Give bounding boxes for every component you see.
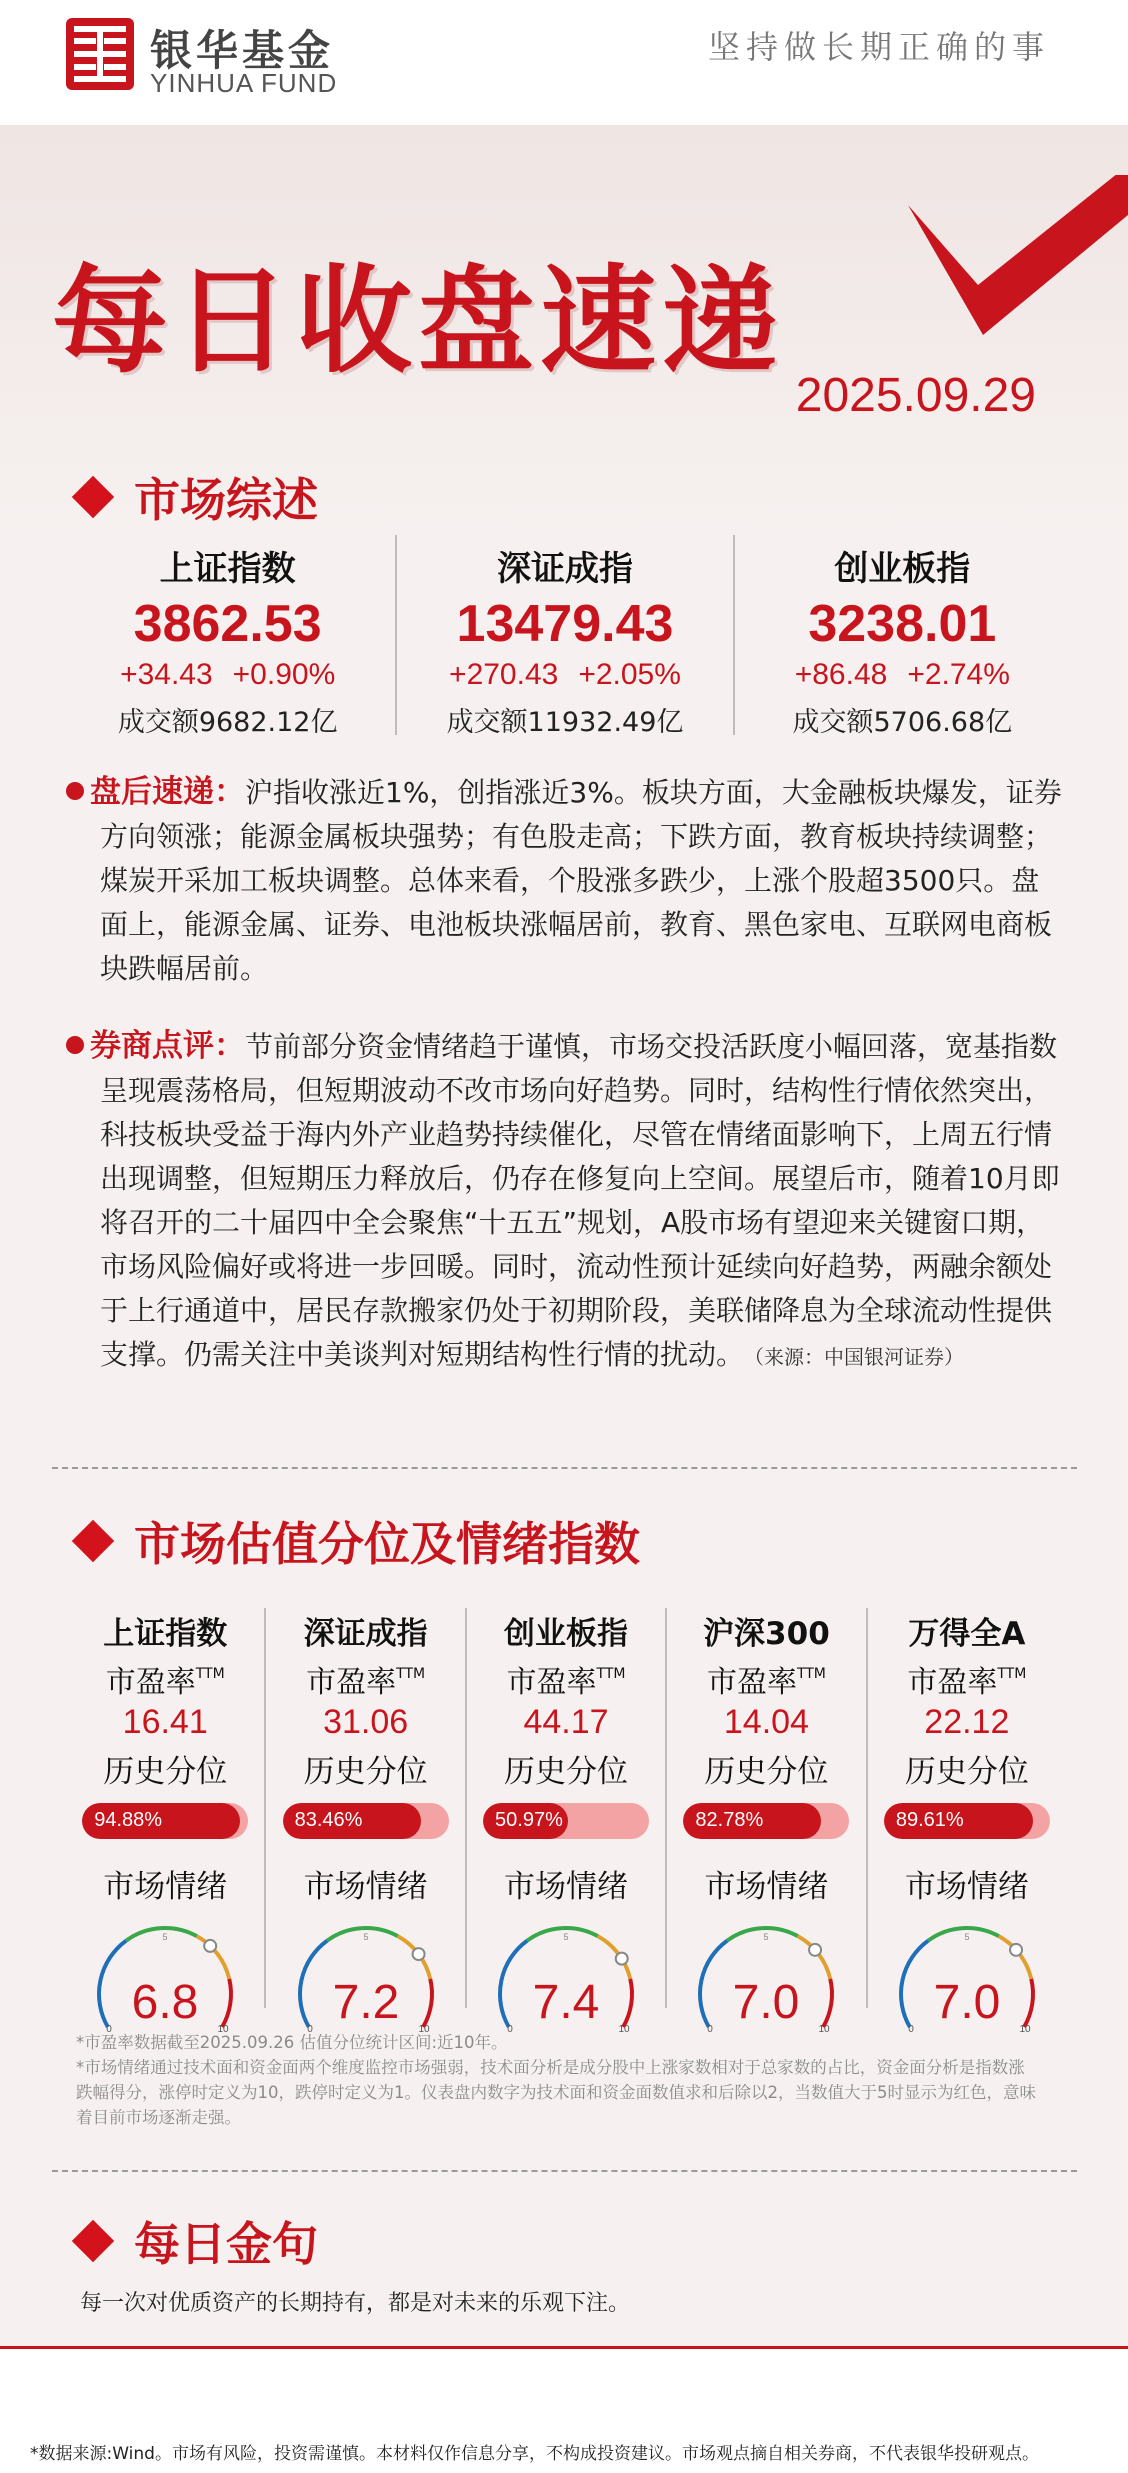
gauge-max-label: 10 (418, 2024, 430, 2035)
daily-quote: 每一次对优质资产的长期持有，都是对未来的乐观下注。 (80, 2291, 631, 2316)
index-change (60, 658, 395, 692)
pe-label-sup: TTM (997, 1666, 1027, 1682)
gauge-mid-label: 5 (964, 1932, 970, 1942)
pe-label-text: 市盈率 (105, 1665, 196, 1700)
index-card (60, 535, 395, 738)
index-value: 13479.43 (456, 595, 674, 653)
pe-label-sup: TTM (396, 1666, 426, 1682)
gauge-arc-segment (500, 1941, 527, 2027)
index-change-pct: +0.90% (232, 658, 336, 691)
gauge-arc-segment (1024, 1979, 1033, 2027)
hist-label: 历史分位 (904, 1754, 1029, 1790)
gauge-mid-label: 5 (563, 1932, 569, 1942)
sentiment-value: 6.8 (131, 1976, 199, 2029)
gauge-arc-segment (423, 1979, 432, 2027)
footer (0, 2349, 1128, 2473)
valuation-column (465, 1608, 665, 2035)
index-change (735, 658, 1070, 692)
diamond-bullet-icon (72, 2220, 114, 2262)
index-name: 上证指数 (159, 549, 296, 589)
divider (52, 1467, 1077, 1469)
gauge-max-label: 10 (618, 2024, 630, 2035)
gauge-pointer (412, 1948, 424, 1960)
index-change-pct: +2.05% (578, 658, 681, 691)
gauge-min-label: 0 (707, 2024, 714, 2035)
gauge-min-label: 0 (106, 2024, 112, 2035)
index-change-points: +86.48 (794, 658, 888, 691)
percentile-value: 82.78% (695, 1809, 764, 1831)
index-value: 3862.53 (133, 595, 322, 653)
sentiment-gauge (686, 1918, 846, 2038)
index-card (395, 535, 732, 738)
index-name: 创业板指 (834, 549, 971, 589)
valuation-index-name: 万得全A (908, 1616, 1026, 1652)
gauge-min-label: 0 (507, 2024, 513, 2035)
index-change-pct: +2.74% (907, 658, 1010, 691)
sentiment-gauge (887, 1918, 1047, 2038)
mood-label: 市场情绪 (303, 1869, 428, 1905)
mood-label: 市场情绪 (704, 1869, 829, 1905)
gauge-pointer (204, 1940, 216, 1952)
recap-text: 沪指收涨近1%，创指涨近3%。板块方面，大金融板块爆发，证券方向领涨；能源金属板块强势；有色股走高；下跌方面，教育板块持续调整；煤炭开采加工板块调整。总体来看，个股涨多跌少，上涨个股超3500只。盘面上，能源金属、证券、电池板块涨幅居前，教育、黑色家电、互联网电商板块跌幅居前。 (100, 776, 1062, 985)
checkmark-icon (888, 175, 1128, 375)
pe-label-text: 市盈率 (706, 1665, 797, 1700)
hist-label: 历史分位 (704, 1754, 829, 1790)
gauge-pointer (616, 1953, 628, 1965)
sentiment-gauge (85, 1918, 245, 2038)
percentile-bar (82, 1803, 248, 1839)
valuation-index-name: 创业板指 (504, 1616, 629, 1652)
pe-label (66, 1657, 264, 1701)
brand-name-cn: 银华基金 (150, 26, 335, 75)
gauge-pointer (809, 1944, 821, 1956)
page-title: 每日收盘速递 (52, 254, 784, 389)
valuation-column (264, 1608, 464, 2035)
percentile-value: 50.97% (495, 1809, 563, 1831)
note-pe: *市盈率数据截至2025.09.26 估值分位统计区间:近10年。 (76, 2033, 508, 2052)
diamond-bullet-icon (72, 1520, 114, 1562)
gauge-arc-segment (798, 1936, 830, 1979)
gauge-arc-segment (623, 1979, 632, 2027)
review-source: （来源：中国银河证券） (754, 1345, 965, 1369)
hist-label: 历史分位 (103, 1754, 228, 1790)
index-volume: 成交额5706.68亿 (792, 707, 1013, 738)
brand-slogan: 坚持做长期正确的事 (707, 28, 1050, 66)
valuation-column (665, 1608, 865, 2035)
section-title: 每日金句 (134, 2217, 318, 2271)
gauge-arc-segment (99, 1941, 126, 2027)
section-title: 市场估值分位及情绪指数 (134, 1517, 640, 1571)
disclaimer: *数据来源:Wind。市场有风险，投资需谨慎。本材料仅作信息分享，不构成投资建议。市场观点摘自相关券商，不代表银华投研观点。 (30, 2444, 1039, 2464)
percentile-value: 83.46% (294, 1809, 363, 1831)
yinhua-logo-icon (66, 18, 134, 90)
valuation-index-name: 沪深300 (703, 1616, 830, 1652)
sentiment-value: 7.0 (733, 1976, 800, 2029)
gauge-max-label: 10 (818, 2024, 830, 2035)
gauge-arc-segment (222, 1979, 231, 2027)
valuation-column (66, 1608, 264, 2035)
mood-label: 市场情绪 (103, 1869, 228, 1905)
percentile-value: 94.88% (94, 1809, 163, 1831)
gauge-mid-label: 5 (363, 1932, 369, 1942)
pe-value: 14.04 (723, 1703, 809, 1741)
valuation-column (866, 1608, 1066, 2035)
pe-label-text: 市盈率 (306, 1665, 397, 1700)
sentiment-gauge (486, 1918, 646, 2038)
index-card (733, 535, 1070, 738)
pe-value: 16.41 (122, 1703, 208, 1741)
red-dot-icon (66, 1036, 84, 1054)
sentiment-value: 7.2 (332, 1976, 399, 2029)
red-dot-icon (66, 782, 84, 800)
gauge-max-label: 10 (1019, 2024, 1031, 2035)
gauge-min-label: 0 (306, 2024, 313, 2035)
index-volume: 成交额9682.12亿 (117, 707, 338, 738)
pe-label-sup: TTM (596, 1666, 626, 1682)
valuation-notes (76, 2030, 1036, 2130)
percentile-bar (683, 1803, 849, 1839)
mood-label: 市场情绪 (504, 1869, 629, 1905)
section-market-overview (78, 464, 318, 530)
header (0, 0, 1128, 125)
gauge-mid-label: 5 (763, 1932, 769, 1942)
sentiment-value: 7.0 (933, 1976, 1001, 2029)
gauge-arc-segment (824, 1979, 833, 2027)
mood-label: 市场情绪 (904, 1869, 1029, 1905)
gauge-pointer (1010, 1944, 1022, 1956)
valuation-index-name: 深证成指 (303, 1616, 428, 1652)
diamond-bullet-icon (72, 476, 114, 518)
sentiment-gauge (286, 1918, 446, 2038)
review-lead: 券商点评： (90, 1028, 245, 1064)
percentile-bar (483, 1803, 649, 1839)
pe-label-sup: TTM (796, 1666, 826, 1682)
index-volume: 成交额11932.49亿 (446, 707, 684, 738)
hist-label: 历史分位 (303, 1754, 428, 1790)
section-valuation (78, 1508, 640, 1574)
gauge-max-label: 10 (217, 2024, 229, 2035)
pe-label-sup: TTM (195, 1666, 225, 1682)
brand-name-en: YINHUA FUND (150, 68, 338, 98)
pe-label (266, 1657, 464, 1701)
hist-label: 历史分位 (504, 1754, 629, 1790)
index-summary (60, 535, 1070, 738)
gauge-arc-segment (300, 1941, 327, 2027)
recap-lead: 盘后速递： (90, 774, 245, 810)
sentiment-value: 7.4 (532, 1976, 600, 2029)
gauge-arc-segment (999, 1936, 1031, 1979)
pe-value: 22.12 (924, 1703, 1010, 1741)
market-recap (66, 770, 1066, 991)
pe-value: 44.17 (523, 1703, 609, 1741)
percentile-bar (283, 1803, 449, 1839)
note-mood: *市场情绪通过技术面和资金面两个维度监控市场强弱，技术面分析是成分股中上涨家数相对于总家数的占比，资金面分析是指数涨跌幅得分，涨停时定义为10，跌停时定义为1。仪表盘内数字为技术面和资金面数值求和后除以2，当数值大于5时显示为红色，意味着目前市场逐渐走强。 (76, 2058, 1036, 2127)
pe-label (868, 1657, 1066, 1701)
valuation-index-name: 上证指数 (103, 1616, 228, 1652)
index-value: 3238.01 (808, 595, 997, 653)
index-change-points: +270.43 (449, 658, 559, 691)
section-golden-sentence (78, 2208, 318, 2274)
divider (52, 2170, 1077, 2172)
valuation-grid (66, 1608, 1066, 2035)
gauge-arc-segment (700, 1941, 727, 2027)
section-title: 市场综述 (134, 473, 318, 527)
index-change (397, 658, 732, 692)
broker-review (66, 1024, 1066, 1379)
pe-label-text: 市盈率 (907, 1665, 998, 1700)
gauge-arc-segment (901, 1941, 928, 2027)
index-name: 深证成指 (496, 549, 633, 589)
pe-label (467, 1657, 665, 1701)
gauge-min-label: 0 (908, 2024, 914, 2035)
gauge-mid-label: 5 (162, 1932, 168, 1942)
report-date: 2025.09.29 (795, 369, 1036, 422)
index-change-points: +34.43 (120, 658, 213, 691)
percentile-bar (884, 1803, 1050, 1839)
brand-logo (66, 18, 406, 98)
pe-label-text: 市盈率 (506, 1665, 597, 1700)
pe-value: 31.06 (323, 1703, 409, 1741)
review-text: 节前部分资金情绪趋于谨慎，市场交投活跃度小幅回落，宽基指数呈现震荡格局，但短期波动不改市场向好趋势。同时，结构性行情依然突出，科技板块受益于海内外产业趋势持续催化，尽管在情绪面影响下，上周五行情出现调整，但短期压力释放后，仍存在修复向上空间。展望后市，随着10月即将召开的二十届四中全会聚焦“十五五”规划，A股市场有望迎来关键窗口期，市场风险偏好或将进一步回暖。同时，流动性预计延续向好趋势，两融余额处于上行通道中，居民存款搬家仍处于初期阶段，美联储降息为全球流动性提供支撑。仍需关注中美谈判对短期结构性行情的扰动。 (100, 1030, 1060, 1371)
pe-label (667, 1657, 865, 1701)
percentile-value: 89.61% (895, 1809, 964, 1831)
